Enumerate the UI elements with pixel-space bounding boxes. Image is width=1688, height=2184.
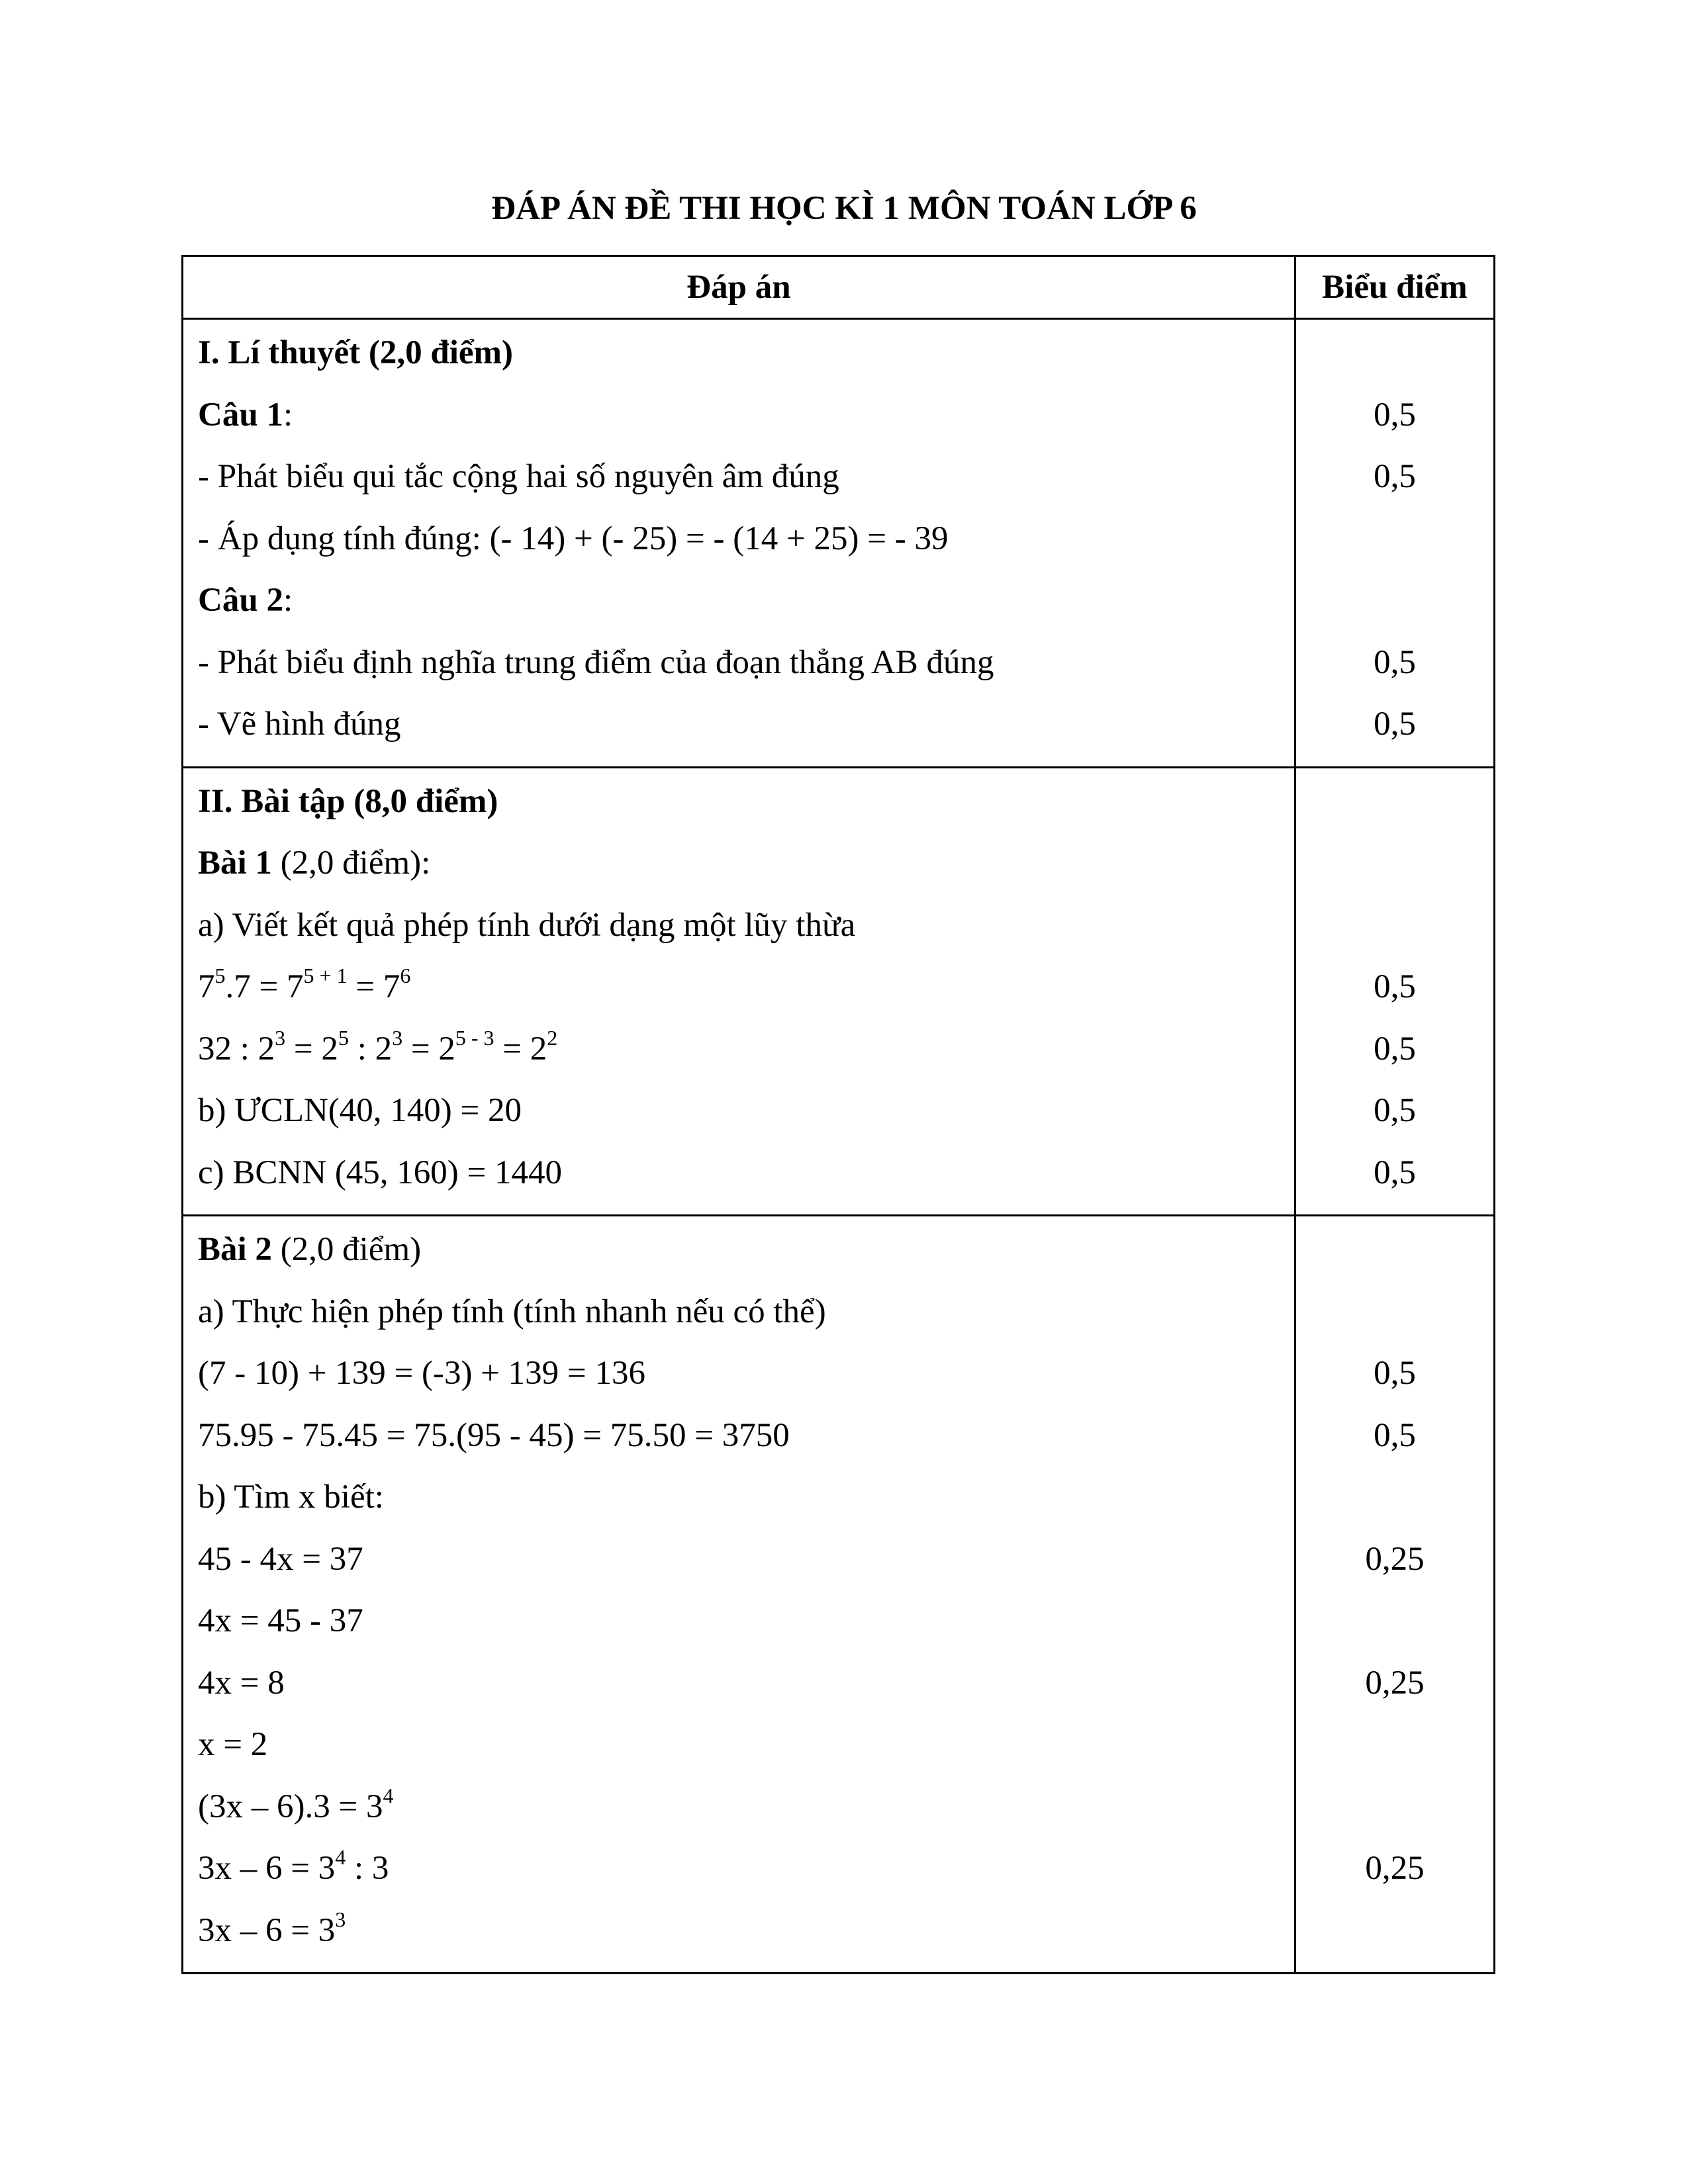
header-answer: Đáp án	[183, 256, 1295, 319]
table-row	[183, 767, 1495, 1216]
answer-line: 75.95 - 75.45 = 75.(95 - 45) = 75.50 = 3750	[198, 1416, 790, 1454]
score-value: 0,5	[1374, 1416, 1416, 1454]
header-score: Biểu điểm	[1295, 256, 1494, 319]
score-value: 0,5	[1374, 1154, 1416, 1191]
question-label: Câu 2:	[198, 582, 293, 619]
answer-line: - Áp dụng tính đúng: (- 14) + (- 25) = - (14 + 25) = - 39	[198, 520, 949, 557]
answer-line: a) Viết kết quả phép tính dưới dạng một lũy thừa	[198, 906, 856, 944]
answer-line: - Phát biểu định nghĩa trung điểm của đoạn thẳng AB đúng	[198, 643, 994, 681]
score-value: 0,5	[1374, 705, 1416, 743]
answer-line: a) Thực hiện phép tính (tính nhanh nếu có thể)	[198, 1293, 826, 1330]
answer-line: 4x = 8	[198, 1664, 285, 1702]
score-value: 0,5	[1374, 396, 1416, 433]
table-header-row	[183, 256, 1495, 319]
score-value: 0,25	[1365, 1540, 1425, 1578]
document-title: ĐÁP ÁN ĐỀ THI HỌC KÌ 1 MÔN TOÁN LỚP 6	[491, 190, 1197, 227]
section-theory-answers	[183, 319, 1295, 768]
power-expression-1: $7^5.7 = 7^{5 + 1} = 7^6$	[198, 964, 411, 1005]
equation-power: $(3x - 6).3 = 3^4$	[198, 1783, 394, 1825]
table-row	[183, 319, 1495, 768]
answer-line: 4x = 45 - 37	[198, 1602, 363, 1639]
power-expression-2: 32 : $2^3 = 2^5$ : $2^3 = 2^{5 - 3} = 2^2$	[198, 1025, 558, 1068]
equation-power: $3x - 6 = 3^4$ : 3	[198, 1845, 389, 1887]
question-label: Bài 1 (2,0 điểm):	[198, 844, 431, 882]
section-exercise-bai1	[183, 767, 1295, 1216]
score-value: 0,5	[1374, 1355, 1416, 1392]
score-value: 0,5	[1374, 458, 1416, 495]
section-exercise-bai2	[183, 1216, 1295, 1974]
equation-power: $3x - 6 = 3^3$	[198, 1907, 346, 1949]
score-value: 0,25	[1365, 1850, 1425, 1887]
question-label: Câu 1:	[198, 396, 293, 433]
table-row	[183, 1216, 1495, 1974]
answer-line: - Phát biểu qui tắc cộng hai số nguyên âm đúng	[198, 458, 839, 495]
question-label: Bài 2 (2,0 điểm)	[198, 1231, 422, 1268]
score-value: 0,5	[1374, 968, 1416, 1005]
section-exercise-bai1-scores	[1295, 767, 1494, 1216]
answer-line: b) ƯCLN(40, 140) = 20	[198, 1092, 522, 1129]
answer-line: (7 - 10) + 139 = (-3) + 139 = 136	[198, 1355, 645, 1392]
answer-line: 45 - 4x = 37	[198, 1540, 363, 1578]
section-exercise-bai2-scores	[1295, 1216, 1494, 1974]
score-value: 0,5	[1374, 643, 1416, 681]
score-value: 0,5	[1374, 1092, 1416, 1129]
answer-line: c) BCNN (45, 160) = 1440	[198, 1154, 563, 1191]
answer-line: - Vẽ hình đúng	[198, 705, 401, 743]
score-value: 0,25	[1365, 1664, 1425, 1702]
answer-line: x = 2	[198, 1726, 268, 1763]
score-value: 0,5	[1374, 1030, 1416, 1068]
section-heading: I. Lí thuyết (2,0 điểm)	[198, 334, 513, 371]
answer-line: b) Tìm x biết:	[198, 1479, 384, 1516]
answer-table	[181, 255, 1495, 1974]
section-heading: II. Bài tập (8,0 điểm)	[198, 782, 498, 820]
section-theory-scores	[1295, 319, 1494, 768]
